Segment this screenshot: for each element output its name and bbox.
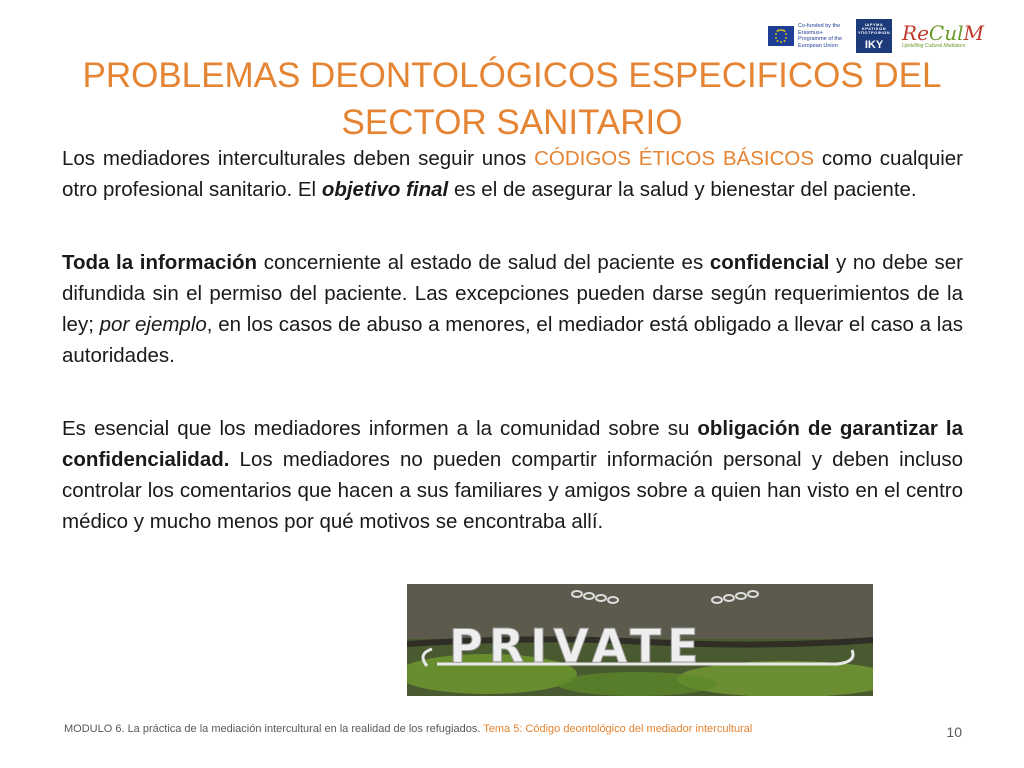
text: es el de asegurar la salud y bienestar del paciente. <box>448 178 917 201</box>
text: Es esencial que los mediadores informen a la comunidad sobre su <box>62 417 698 440</box>
text: concerniente al estado de salud del paciente es <box>257 251 710 274</box>
iky-label: IKY <box>864 39 884 51</box>
partner-logos <box>768 18 984 54</box>
text: Los mediadores no pueden compartir información personal y deben incluso controlar los comentarios que hacen a sus familiares y amigos sobre a quien han visto en el centro médico y mucho menos por qué motivos se encontraba allí. <box>62 448 963 533</box>
eu-cofunded-text: Co-funded by the Erasmus+ Programme of the European Union <box>798 23 843 49</box>
recultm-prefix: Re <box>902 21 929 45</box>
eu-flag-icon <box>768 26 794 46</box>
text: y no debe ser difundida sin el permiso del paciente. Las excepciones pueden darse según requerimientos de la ley; <box>62 251 964 336</box>
recultm-logo <box>902 23 984 49</box>
footer-topic: Tema 5: Código deontológico del mediador intercultural <box>483 723 753 735</box>
page-number: 10 <box>946 724 962 740</box>
footer-module: MODULO 6. La práctica de la mediación intercultural en la realidad de los refugiados. <box>64 723 484 735</box>
paragraph-codes <box>62 143 963 205</box>
recultm-mid: Cul <box>928 21 964 45</box>
iky-logo <box>856 19 892 53</box>
text: , en los casos de abuso a menores, el mediador está obligado a llevar el caso a las autoridades. <box>62 313 963 367</box>
paragraph-obligation <box>62 413 963 537</box>
slide-title-line2: SECTOR SANITARIO <box>341 103 683 142</box>
recultm-tagline: Upskilling Cultural Mediators <box>902 43 966 49</box>
italic-for-example: por ejemplo <box>99 313 207 336</box>
footer-caption <box>64 723 752 735</box>
slide-title <box>60 52 964 146</box>
bold-obligation: obligación de garantizar la confidencialidad. <box>62 417 963 471</box>
slide-title-line1: PROBLEMAS DEONTOLÓGICOS ESPECIFICOS DEL <box>82 56 942 95</box>
paragraph-confidentiality <box>62 247 963 371</box>
text: como cualquier otro profesional sanitario. El <box>62 147 963 201</box>
bold-all-information: Toda la información <box>62 251 258 274</box>
recultm-suffix: M <box>963 21 984 45</box>
eu-erasmus-logo <box>768 23 846 49</box>
emphasis-final-objective: objetivo final <box>321 178 449 201</box>
private-sign-image <box>407 584 873 696</box>
slide-body <box>62 143 963 537</box>
iky-top-text: ΙΔΡΥΜΑ ΚΡΑΤΙΚΩΝ ΥΠΟΤΡΟΦΙΩΝ <box>857 22 891 35</box>
bold-confidential: confidencial <box>709 251 830 274</box>
highlight-ethical-codes: CÓDIGOS ÉTICOS BÁSICOS <box>534 147 815 170</box>
recultm-wordmark <box>902 23 984 43</box>
text: Los mediadores interculturales deben seguir unos <box>62 147 535 170</box>
private-sign-text: PRIVATE <box>449 619 705 673</box>
